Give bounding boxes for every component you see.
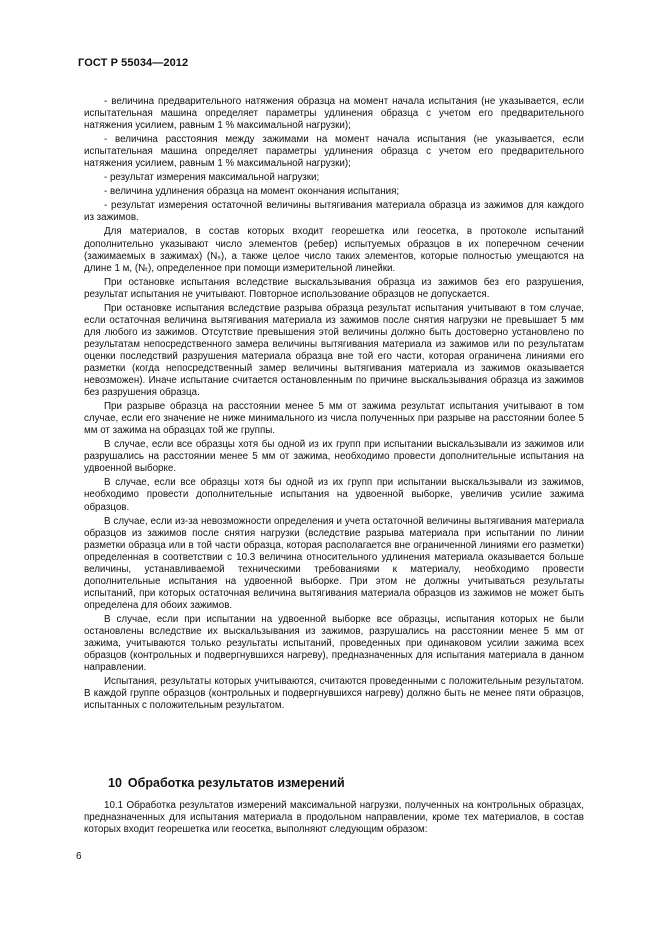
paragraph-clamp-distance: - величина расстояния между зажимами на момент начала испытания (не указывается, если испытательная машина определяет параметры удлинения образца с учетом его предварительного натяжения усилием, равным 1 % максимальной нагрузки); — [84, 134, 584, 170]
document-code-header: ГОСТ Р 55034—2012 — [78, 57, 189, 69]
section-number: 10 — [108, 776, 122, 790]
section-title: Обработка результатов измерений — [127, 776, 345, 790]
paragraph-rupture-near-clamp: При разрыве образца на расстоянии менее 5 мм от зажима результат испытания учитывают в том случае, если его значение не ниже минимального из числа полученных при разрыве на расстоянии более 5 мм от зажима на образцах той же группы. — [84, 401, 584, 437]
paragraph-elongation: - величина удлинения образца на момент окончания испытания; — [104, 186, 400, 198]
paragraph-undeterminable-pullout: В случае, если из-за невозможности определения и учета остаточной величины вытягивания материала образцов из зажимов после снятия нагрузки (вследствие разрыва материала при испытании по линии разметки образца или в той части образца, которая располагается вне ограниченной линиями его разметки) определенная в соответствии с 10.3 величина относительного удлинения материала оказывается больше величины, устанавливаемой техническими требованиями к материалу, необходимо провести дополнительные испытания на удвоенной выборке. При этом не должны учитываться результаты испытаний, при которых остаточная величина вытягивания материала образцов из зажимов не может быть определена для обоих зажимов. — [84, 515, 584, 611]
body-text — [84, 96, 584, 714]
paragraph-slippage: При остановке испытания вследствие выскальзывания образца из зажимов без его разрушения, результат испытания не учитывают. Повторное использование образцов не допускается. — [84, 276, 584, 300]
section-heading — [108, 776, 351, 790]
paragraph-residual-pullout: - результат измерения остаточной величины вытягивания материала образца из зажимов для каждого из зажимов. — [84, 200, 584, 224]
page-number: 6 — [76, 851, 82, 862]
paragraph-geogrid-elements: Для материалов, в состав которых входит георешетка или геосетка, в протоколе испытаний дополнительно указывают число элементов (ребер) испытуемых образцов в их поперечном сечении (зажимаемых в зажимах) (Nₛ), а также целое число таких элементов, которые полностью умещаются на длине 1 м, (Nₜ), определенное при помощи измерительной линейки. — [84, 226, 584, 274]
paragraph-double-sample-results: В случае, если при испытании на удвоенной выборке все образцы, испытания которых не были остановлены вследствие их выскальзывания из зажимов, разрушались на расстоянии менее 5 мм от зажима, учитываются только результаты испытаний, проведенных при одинаковом усилии зажима всех образцов (контрольных и подвергнувшихся нагреву), предназначенных для испытания материала в данном направлении. — [84, 613, 584, 674]
paragraph-increase-clamp-force: В случае, если все образцы хотя бы одной из их групп при испытании выскальзывали из зажимов, необходимо провести дополнительные испытания на удвоенной выборке, увеличив усилие зажима образцов. — [84, 477, 584, 513]
paragraph-double-sample: В случае, если все образцы хотя бы одной из их групп при испытании выскальзывали из зажимов или разрушались на расстоянии менее 5 мм от зажима, необходимо провести дополнительные испытания на удвоенной выборке. — [84, 439, 584, 475]
paragraph-pretension: - величина предварительного натяжения образца на момент начала испытания (не указывается, если испытательная машина определяет параметры удлинения образца с учетом его предварительного натяжения усилием, равным 1 % максимальной нагрузки); — [84, 96, 584, 132]
paragraph-10-1: 10.1 Обработка результатов измерений максимальной нагрузки, полученных на контрольных образцах, предназначенных для испытания материала в продольном направлении, кроме тех материалов, в состав которых входит георешетка или геосетка, выполняют следующим образом: — [84, 800, 584, 836]
section-text — [84, 800, 584, 836]
paragraph-positive-results: Испытания, результаты которых учитываются, считаются проведенными с положительным результатом. В каждой группе образцов (контрольных и подвергнувшихся нагреву) должно быть не менее пяти образцов, испытанных с положительным результатом. — [84, 676, 584, 712]
paragraph-rupture: При остановке испытания вследствие разрыва образца результат испытания учитывают в том случае, если остаточная величина вытягивания материала из зажимов после снятия нагрузки не превышает 5 мм для любого из зажимов. Отсутствие превышения этой величины должно быть достоверно установлено по результатам непосредственного замера величины вытягивания материала из зажимов или по результатам оценки последствий разрушения материала образца вне той его части, которая ограничена линиями его разметки (когда непосредственный замер величины вытягивания материала из зажимов оказывается невозможен). Иначе испытание считается остановленным по причине выскальзывания образца из зажимов без разрушения образца. — [84, 302, 584, 399]
paragraph-max-load: - результат измерения максимальной нагрузки; — [104, 172, 320, 184]
